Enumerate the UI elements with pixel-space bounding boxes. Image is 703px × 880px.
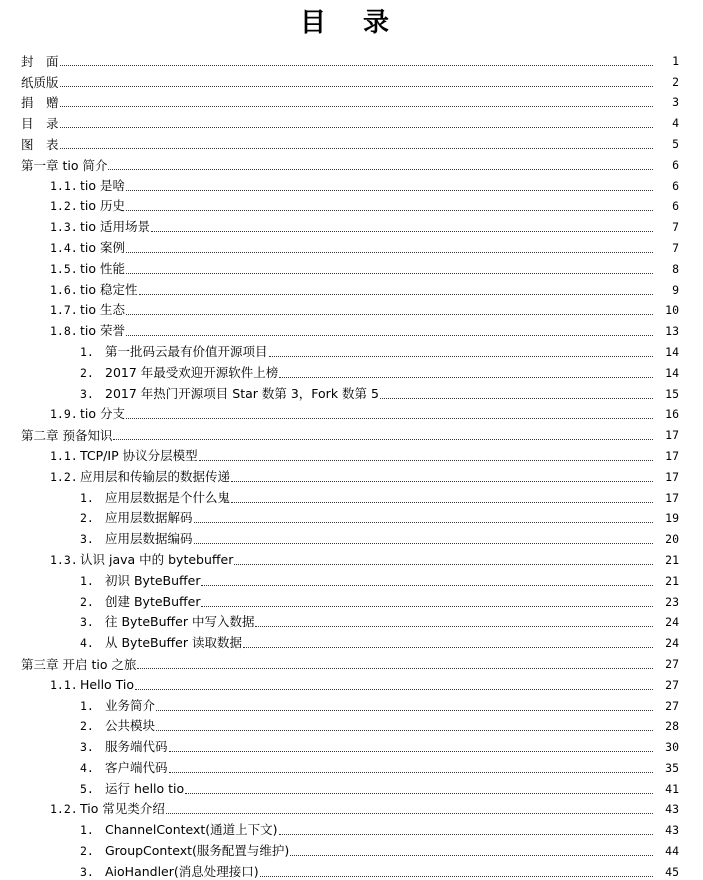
toc-entry-number: 1.6.	[50, 282, 78, 297]
toc-entry-label	[50, 448, 198, 464]
dot-leader	[269, 356, 653, 357]
toc-entry-page: 30	[665, 740, 679, 755]
toc-entry-number: 3.	[80, 864, 94, 879]
toc-entry-title: 应用层数据解码	[105, 510, 193, 526]
toc-entry-page: 17	[665, 490, 679, 505]
dot-leader	[60, 127, 653, 128]
toc-entry-label	[50, 323, 125, 339]
toc-entry-label	[50, 469, 230, 485]
toc-entry-title: 第二章 预备知识	[21, 428, 113, 444]
toc-entry-number: 3.	[80, 740, 94, 755]
toc-entry-title: 初识 ByteBuffer	[105, 572, 201, 588]
dot-leader	[126, 335, 653, 336]
toc-entry-label	[80, 698, 155, 714]
dot-leader	[126, 190, 653, 191]
dot-leader	[231, 502, 653, 503]
dot-leader	[380, 398, 653, 399]
toc-entry-title: tio 历史	[80, 198, 125, 214]
toc-entry-title: 2017 年最受欢迎开源软件上榜	[105, 364, 279, 380]
toc-entry-title: Hello Tio	[80, 676, 135, 692]
toc-entry-page: 43	[665, 802, 679, 817]
toc-entry[interactable]	[0, 90, 703, 111]
toc-entry-number: 1.	[80, 490, 94, 505]
dot-leader	[279, 834, 653, 835]
toc-entry-page: 27	[665, 656, 679, 671]
toc-entry-title: ChannelContext(通道上下文)	[105, 822, 278, 838]
toc-entry-title: 应用层数据编码	[105, 531, 193, 547]
toc-entry-title: tio 适用场景	[80, 219, 150, 235]
toc-entry-label	[80, 760, 168, 776]
toc-entry-number: 1.1.	[50, 677, 78, 692]
toc-entry-label	[50, 406, 125, 422]
toc-entry[interactable]	[0, 755, 703, 776]
toc-entry-label	[50, 198, 125, 214]
toc-entry[interactable]	[0, 318, 703, 339]
toc-entry-page: 27	[665, 677, 679, 692]
toc-entry[interactable]	[0, 298, 703, 319]
toc-entry-number: 1.	[80, 573, 94, 588]
toc-entry-page: 19	[665, 511, 679, 526]
toc-entry[interactable]	[0, 734, 703, 755]
toc-entry-number: 3.	[80, 386, 94, 401]
toc-entry-number: 1.	[80, 698, 94, 713]
toc-entry-label	[50, 801, 165, 817]
dot-leader	[139, 294, 654, 295]
toc-entry-title: tio 荣誉	[80, 323, 125, 339]
toc-entry-number: 2.	[80, 844, 94, 859]
dot-leader	[194, 522, 653, 523]
toc-entry-page: 17	[665, 428, 679, 443]
toc-entry-label	[50, 282, 138, 298]
toc-entry[interactable]	[0, 360, 703, 381]
toc-entry-label	[21, 54, 59, 69]
toc-entry[interactable]	[0, 672, 703, 693]
toc-entry-title: 业务简介	[105, 697, 156, 713]
toc-entry-label	[80, 365, 278, 381]
toc-entry-number: 1.1.	[50, 448, 78, 463]
toc-entry[interactable]	[0, 838, 703, 859]
toc-entry-title: 第三章 开启 tio 之旅	[21, 656, 137, 672]
toc-entry-title: AioHandler(消息处理接口)	[105, 863, 259, 879]
toc-entry-page: 4	[672, 116, 679, 131]
dot-leader	[201, 585, 653, 586]
toc-entry-title: TCP/IP 协议分层模型	[80, 447, 198, 463]
toc-entry-number: 1.8.	[50, 324, 78, 339]
dot-leader	[194, 543, 653, 544]
toc-entry-label	[21, 428, 112, 443]
toc-entry-page: 7	[672, 240, 679, 255]
toc-entry-number: 4.	[80, 760, 94, 775]
toc-entry-title: tio 稳定性	[80, 281, 138, 297]
dot-leader	[137, 668, 653, 669]
toc-entry-page: 41	[665, 781, 679, 796]
toc-entry-label	[80, 843, 289, 859]
dot-leader	[255, 626, 653, 627]
dot-leader	[60, 148, 653, 149]
toc-entry-title: GroupContext(服务配置与维护)	[105, 843, 290, 859]
toc-entry-page: 27	[665, 698, 679, 713]
toc-entry[interactable]	[0, 526, 703, 547]
toc-entry-title: tio 性能	[80, 260, 125, 276]
toc-entry[interactable]	[0, 589, 703, 610]
toc-entry-title: tio 生态	[80, 302, 125, 318]
toc-entry-page: 24	[665, 615, 679, 630]
toc-entry-label	[80, 718, 155, 734]
toc-entry-page: 14	[665, 344, 679, 359]
table-of-contents	[0, 48, 703, 880]
toc-entry[interactable]	[0, 859, 703, 880]
toc-entry-number: 3.	[80, 615, 94, 630]
toc-entry[interactable]	[0, 277, 703, 298]
toc-entry[interactable]	[0, 152, 703, 173]
toc-entry-number: 1.3.	[50, 552, 78, 567]
dot-leader	[201, 606, 653, 607]
toc-entry-page: 24	[665, 636, 679, 651]
dot-leader	[126, 314, 653, 315]
toc-entry[interactable]	[0, 48, 703, 69]
toc-entry-label	[21, 75, 59, 90]
toc-entry-page: 6	[672, 178, 679, 193]
dot-leader	[185, 793, 653, 794]
dot-leader	[234, 564, 653, 565]
toc-entry-label	[50, 261, 125, 277]
toc-entry-page: 17	[665, 469, 679, 484]
toc-entry-page: 21	[665, 573, 679, 588]
toc-entry-page: 10	[665, 303, 679, 318]
toc-entry-label	[80, 635, 242, 651]
toc-entry-label	[21, 95, 59, 110]
toc-entry-page: 3	[672, 95, 679, 110]
dot-leader	[279, 377, 653, 378]
toc-entry-page: 44	[665, 844, 679, 859]
dot-leader	[169, 772, 653, 773]
toc-entry-page: 8	[672, 261, 679, 276]
dot-leader	[169, 751, 653, 752]
toc-entry-number: 1.2.	[50, 802, 78, 817]
dot-leader	[156, 710, 653, 711]
toc-entry-page: 7	[672, 220, 679, 235]
toc-entry-title: tio 案例	[80, 239, 125, 255]
toc-entry-title: 应用层数据是个什么鬼	[105, 489, 231, 505]
toc-entry-number: 1.7.	[50, 303, 78, 318]
toc-entry-label	[50, 552, 233, 568]
toc-entry[interactable]	[0, 506, 703, 527]
toc-entry-number: 1.	[80, 823, 94, 838]
toc-entry-page: 35	[665, 760, 679, 775]
toc-entry[interactable]	[0, 131, 703, 152]
toc-entry-title: 图 表	[21, 136, 59, 152]
toc-entry-number: 1.1.	[50, 178, 78, 193]
dot-leader	[126, 210, 653, 211]
toc-entry-title: 第一批码云最有价值开源项目	[105, 343, 268, 359]
toc-entry-title: 第一章 tio 简介	[21, 157, 108, 173]
dot-leader	[60, 86, 653, 87]
dot-leader	[151, 231, 653, 232]
toc-entry-label	[80, 531, 193, 547]
toc-entry[interactable]	[0, 610, 703, 631]
toc-entry-label	[50, 302, 125, 318]
toc-entry-number: 2.	[80, 511, 94, 526]
toc-entry[interactable]	[0, 173, 703, 194]
dot-leader	[199, 460, 653, 461]
toc-entry-label	[80, 739, 168, 755]
toc-entry-page: 6	[672, 157, 679, 172]
toc-entry-number: 2.	[80, 719, 94, 734]
toc-entry[interactable]	[0, 339, 703, 360]
dot-leader	[113, 439, 653, 440]
toc-entry-page: 1	[672, 53, 679, 68]
toc-entry-page: 9	[672, 282, 679, 297]
toc-entry-page: 43	[665, 823, 679, 838]
toc-entry[interactable]	[0, 214, 703, 235]
toc-entry-page: 28	[665, 719, 679, 734]
toc-entry-label	[21, 137, 59, 152]
dot-leader	[260, 876, 653, 877]
toc-entry-label	[21, 657, 136, 672]
toc-entry-number: 1.	[80, 344, 94, 359]
toc-entry-page: 20	[665, 532, 679, 547]
dot-leader	[126, 273, 653, 274]
toc-entry-label	[50, 219, 150, 235]
toc-entry-label	[80, 573, 200, 589]
toc-entry-label	[80, 614, 254, 630]
toc-entry-title: tio 分支	[80, 406, 125, 422]
toc-entry[interactable]	[0, 693, 703, 714]
page-title: 目 录	[299, 8, 404, 38]
toc-entry-label	[50, 178, 125, 194]
toc-entry-number: 1.5.	[50, 261, 78, 276]
toc-entry-number: 3.	[80, 532, 94, 547]
toc-entry-title: 目 录	[21, 116, 59, 132]
toc-entry[interactable]	[0, 630, 703, 651]
toc-entry-number: 2.	[80, 594, 94, 609]
toc-entry[interactable]	[0, 714, 703, 735]
toc-entry-number: 4.	[80, 636, 94, 651]
toc-entry-number: 1.2.	[50, 469, 78, 484]
toc-entry-page: 17	[665, 448, 679, 463]
toc-entry-number: 2.	[80, 365, 94, 380]
dot-leader	[166, 813, 653, 814]
toc-entry[interactable]	[0, 194, 703, 215]
dot-leader	[126, 418, 653, 419]
dot-leader	[108, 169, 653, 170]
toc-entry-label	[50, 240, 125, 256]
toc-entry-label	[80, 344, 268, 360]
toc-entry[interactable]	[0, 651, 703, 672]
toc-entry-number: 1.3.	[50, 220, 78, 235]
toc-entry-label	[80, 594, 200, 610]
dot-leader	[60, 65, 653, 66]
toc-entry[interactable]	[0, 464, 703, 485]
toc-entry[interactable]	[0, 110, 703, 131]
toc-entry-title: 认识 java 中的 bytebuffer	[80, 551, 234, 567]
toc-entry[interactable]	[0, 817, 703, 838]
toc-entry-title: 纸质版	[21, 74, 59, 90]
toc-entry-page: 6	[672, 199, 679, 214]
toc-entry-number: 1.4.	[50, 240, 78, 255]
toc-entry-label	[80, 510, 193, 526]
toc-entry-title: 应用层和传输层的数据传递	[80, 468, 231, 484]
toc-entry-label	[80, 781, 184, 797]
toc-entry[interactable]	[0, 797, 703, 818]
toc-entry[interactable]	[0, 69, 703, 90]
toc-entry-label	[80, 490, 230, 506]
toc-entry-page: 45	[665, 864, 679, 879]
toc-entry-label	[21, 116, 59, 131]
dot-leader	[231, 481, 653, 482]
dot-leader	[126, 252, 653, 253]
dot-leader	[243, 647, 653, 648]
toc-entry-title: 客户端代码	[105, 759, 168, 775]
toc-entry-label	[21, 158, 107, 173]
toc-entry[interactable]	[0, 422, 703, 443]
toc-entry-number: 1.2.	[50, 199, 78, 214]
toc-entry[interactable]	[0, 568, 703, 589]
toc-entry-page: 16	[665, 407, 679, 422]
toc-entry-label	[50, 677, 134, 693]
toc-entry-number: 1.9.	[50, 407, 78, 422]
toc-entry[interactable]	[0, 485, 703, 506]
toc-entry-page: 15	[665, 386, 679, 401]
toc-entry[interactable]	[0, 776, 703, 797]
toc-entry-title: 2017 年热门开源项目 Star 数第 3，Fork 数第 5	[105, 385, 379, 401]
toc-entry-page: 21	[665, 552, 679, 567]
toc-entry-page: 14	[665, 365, 679, 380]
toc-entry-title: 往 ByteBuffer 中写入数据	[105, 614, 255, 630]
dot-leader	[156, 730, 653, 731]
toc-entry-label	[80, 864, 259, 880]
dot-leader	[135, 689, 653, 690]
toc-entry-number: 5.	[80, 781, 94, 796]
toc-entry-title: 创建 ByteBuffer	[105, 593, 201, 609]
toc-entry[interactable]	[0, 235, 703, 256]
toc-entry[interactable]	[0, 547, 703, 568]
toc-entry-title: 从 ByteBuffer 读取数据	[105, 635, 242, 651]
toc-entry-label	[80, 822, 278, 838]
toc-entry-title: 公共模块	[105, 718, 156, 734]
toc-entry[interactable]	[0, 402, 703, 423]
toc-entry[interactable]	[0, 443, 703, 464]
toc-entry-page: 5	[672, 136, 679, 151]
toc-entry-title: tio 是啥	[80, 177, 125, 193]
toc-entry-title: 运行 hello tio	[105, 780, 185, 796]
toc-entry-page: 23	[665, 594, 679, 609]
toc-entry-title: 封 面	[21, 53, 59, 69]
toc-entry-label	[80, 386, 379, 402]
toc-entry-page: 13	[665, 324, 679, 339]
toc-entry-title: 捐 赠	[21, 95, 59, 111]
toc-entry-title: 服务端代码	[105, 739, 168, 755]
toc-entry-title: Tio 常见类介绍	[80, 801, 165, 817]
toc-entry[interactable]	[0, 256, 703, 277]
toc-entry-page: 2	[672, 74, 679, 89]
dot-leader	[60, 106, 653, 107]
toc-entry[interactable]	[0, 381, 703, 402]
dot-leader	[290, 855, 653, 856]
